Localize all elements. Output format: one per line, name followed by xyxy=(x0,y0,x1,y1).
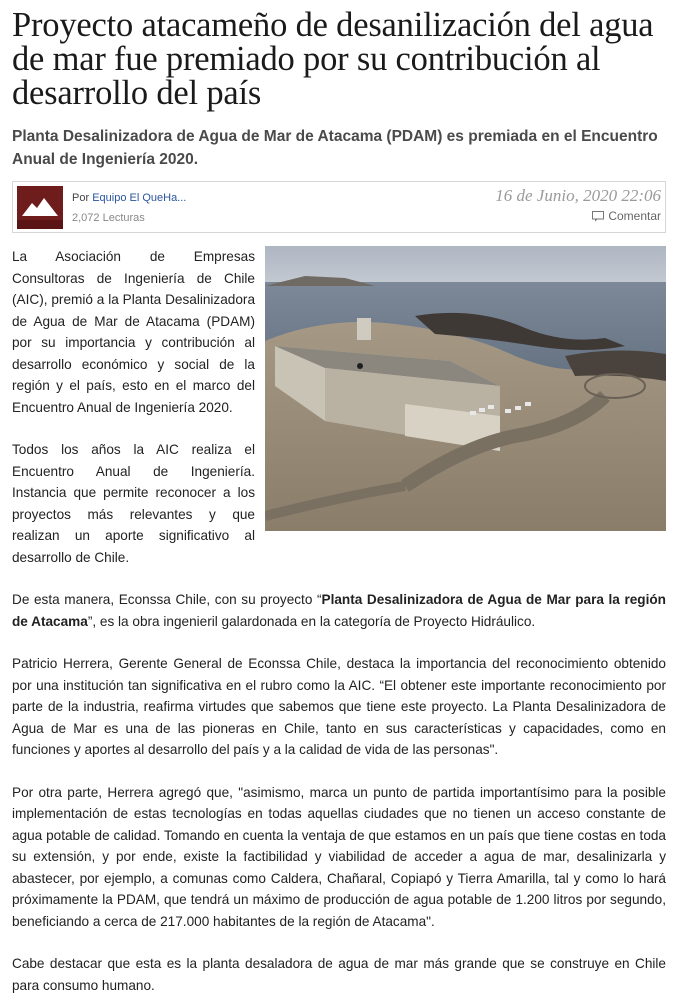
paragraph-2: Todos los años la AIC realiza el Encuentro Anual de Ingeniería. Instancia que permite reconocer a los proyectos más relevantes y que realizan un aporte significativo al desarrollo de Chile. xyxy=(12,442,255,565)
author-link[interactable]: Equipo El QueHa... xyxy=(92,192,187,204)
article-subtitle: Planta Desalinizadora de Agua de Mar de Atacama (PDAM) es premiada en el Encuentro Anual de Ingeniería 2020. xyxy=(12,128,658,168)
paragraph-1: La Asociación de Empresas Consultoras de Ingeniería de Chile (AIC), premió a la Planta Desalinizadora de Agua de Mar de Atacama (PDAM) por su importancia y contribución al desarrollo económico y social de la región y el país, esto en el marco del Encuentro Anual de Ingeniería 2020. xyxy=(12,249,255,415)
plant-aerial-photo xyxy=(265,246,666,531)
project-name: Planta Desalinizadora de Agua de Mar para la región de Atacama xyxy=(12,592,666,629)
paragraph-4: Patricio Herrera, Gerente General de Econssa Chile, destaca la importancia del reconocimiento obtenido por una institución tan significativa en el rubro como la AIC. “El obtener este importante reconocimiento por parte de la industria, reafirma virtudes que sabemos que tiene este proyecto. La Planta Desalinizadora de Agua de Mar es una de las pioneras en Chile, tanto en sus características y capacidades, como en funciones y aportes al desarrollo del país y a la calidad de vida de las personas". xyxy=(12,656,666,757)
byline-by-label: Por xyxy=(72,192,90,204)
byline-author xyxy=(72,192,186,204)
mountain-logo-icon xyxy=(17,186,63,229)
speech-bubble-icon xyxy=(592,211,604,222)
author-avatar[interactable] xyxy=(17,186,63,229)
paragraph-3 xyxy=(12,589,666,632)
byline-box xyxy=(12,181,666,233)
comment-label: Comentar xyxy=(608,209,661,223)
paragraph-5: Por otra parte, Herrera agregó que, "asimismo, marca un punto de partida importantísimo para la posible implementación de estas tecnologías en todas aquellas ciudades que no tienen un acceso constante de agua potable de calidad. Tomando en cuenta la ventaja de que estamos en un país que tiene costas en toda su extensión, y por ende, existe la factibilidad y viabilidad de acceder a agua de mar, desalinizarla y abastecer, por ejemplo, a comunas como Caldera, Chañaral, Copiapó y Tierra Amarilla, tal y como lo hará próximamente la PDAM, que tendrá un máximo de producción de agua potable de 1.200 litros por segundo, beneficiando a cerca de 217.000 habitantes de la región de Atacama". xyxy=(12,784,666,929)
paragraph-6: Cabe destacar que esta es la planta desaladora de agua de mar más grande que se construye en Chile para consumo humano. xyxy=(12,956,666,993)
read-count: 2,072 Lecturas xyxy=(72,212,145,224)
paragraph-3-lead: De esta manera, Econssa Chile, con su proyecto “ xyxy=(12,592,322,607)
publish-date: 16 de Junio, 2020 22:06 xyxy=(495,186,661,205)
article-body xyxy=(12,246,666,996)
comment-button[interactable] xyxy=(592,209,661,223)
article-title: Proyecto atacameño de desanilización del agua de mar fue premiado por su contribución al desarrollo del país xyxy=(12,6,654,112)
paragraph-3-tail: ”, es la obra ingenieril galardonada en la categoría de Proyecto Hidráulico. xyxy=(87,613,536,629)
